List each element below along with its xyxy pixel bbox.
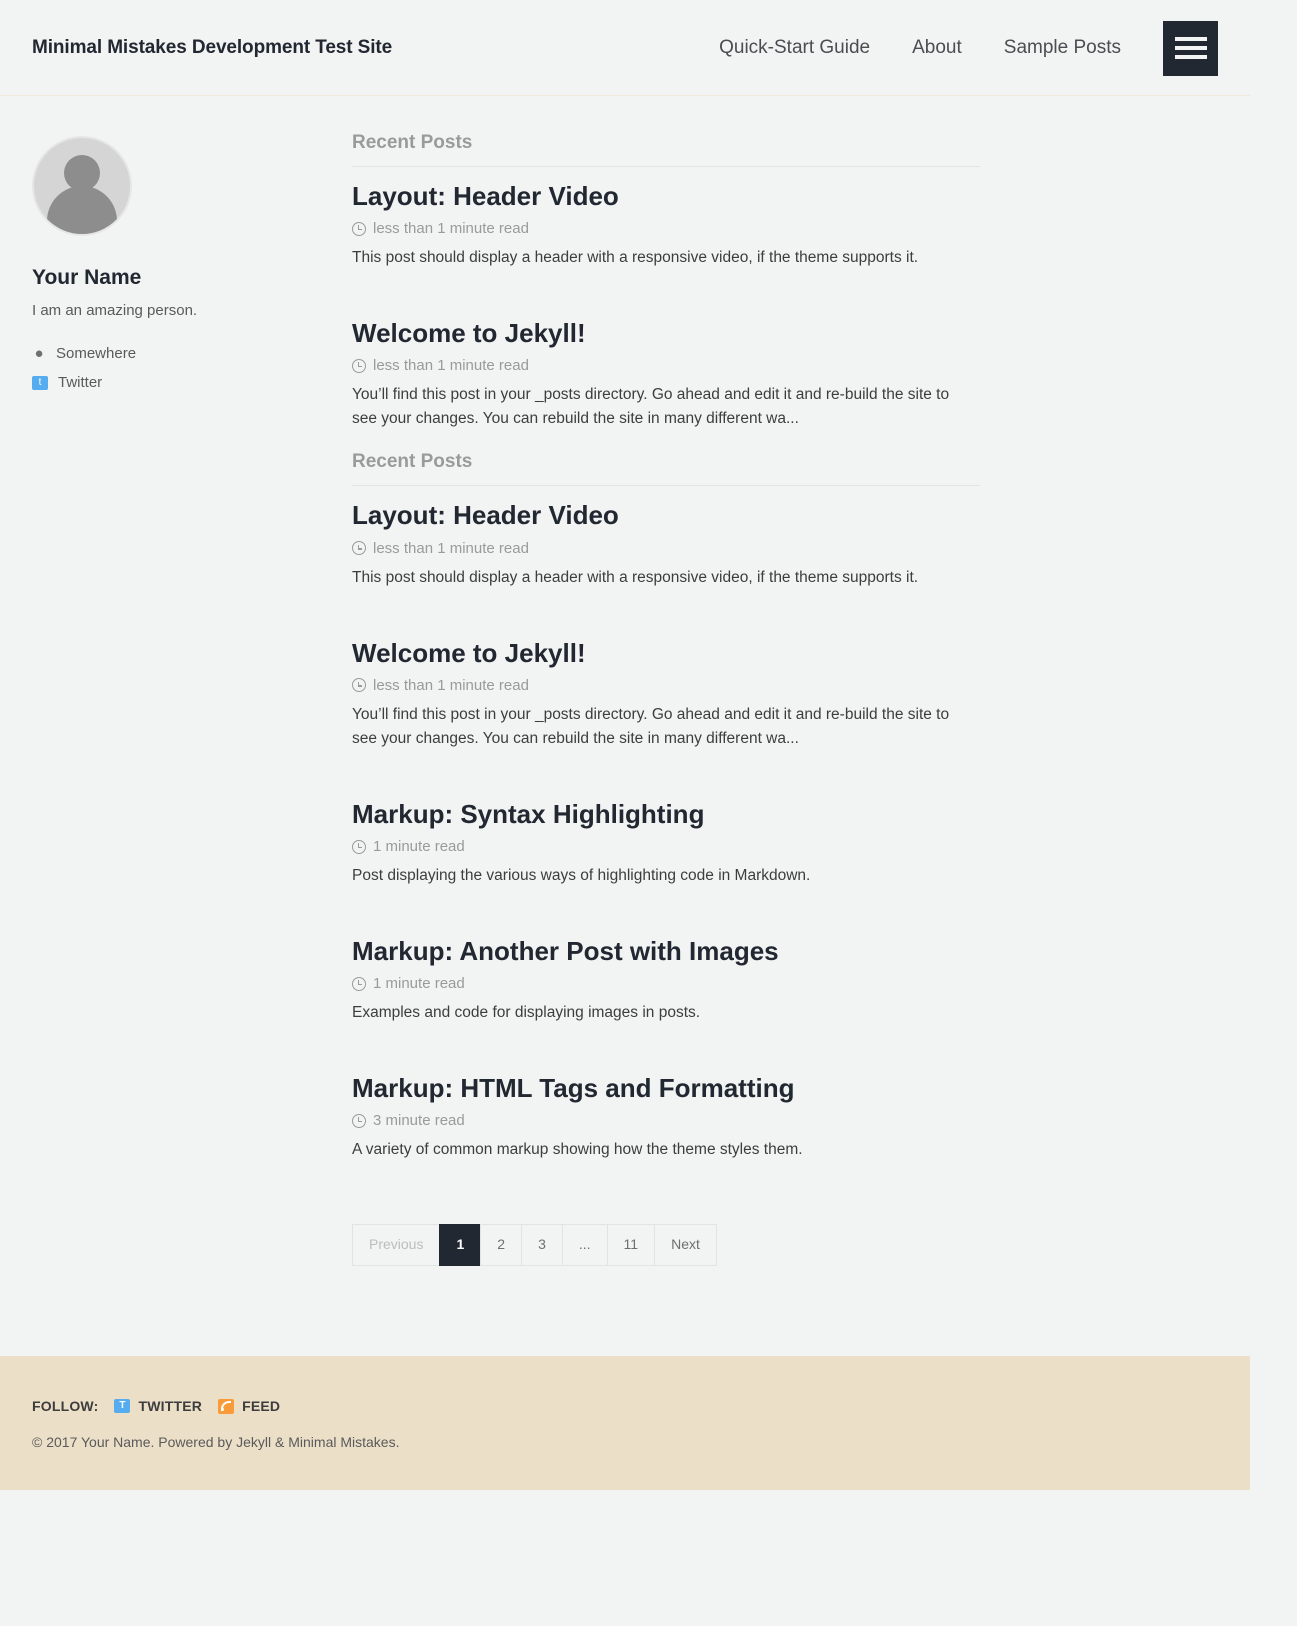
rss-feed-icon	[218, 1399, 234, 1414]
avatar	[32, 136, 132, 236]
author-name: Your Name	[32, 266, 142, 289]
author-location	[32, 345, 320, 362]
archive-heading-recent-posts: Recent Posts	[352, 132, 980, 167]
hamburger-menu-icon[interactable]	[1163, 21, 1218, 76]
post-read-time: less than 1 minute read	[373, 676, 529, 694]
list-item	[352, 638, 980, 751]
list-item	[352, 936, 980, 1025]
site-title[interactable]: Minimal Mistakes Development Test Site	[32, 37, 393, 58]
clock-icon	[352, 977, 366, 991]
clock-icon	[352, 1114, 366, 1128]
post-meta	[352, 838, 980, 855]
list-item	[352, 500, 980, 589]
post-read-time: 1 minute read	[373, 975, 465, 993]
pagination-ellipsis: ...	[562, 1224, 607, 1266]
clock-icon	[352, 541, 366, 555]
list-item	[352, 1073, 980, 1162]
content-area	[0, 96, 1250, 1356]
author-bio: I am an amazing person.	[32, 302, 198, 319]
copyright: © 2017 Your Name. Powered by Jekyll & Minimal Mistakes.	[32, 1434, 400, 1451]
twitter-icon: T	[114, 1399, 130, 1413]
nav-item-sample-posts[interactable]: Sample Posts	[1003, 37, 1121, 58]
pagination	[352, 1224, 980, 1266]
footer-twitter-label: TWITTER	[138, 1398, 203, 1415]
post-title[interactable]: Markup: Syntax Highlighting	[352, 798, 705, 829]
post-read-time: less than 1 minute read	[373, 539, 529, 557]
primary-navigation	[719, 21, 1218, 76]
masthead	[0, 0, 1250, 96]
hamburger-bar	[1175, 55, 1207, 59]
post-meta	[352, 975, 980, 992]
post-meta	[352, 1112, 980, 1129]
post-title[interactable]: Welcome to Jekyll!	[352, 637, 586, 668]
follow-label: FOLLOW:	[32, 1398, 99, 1415]
post-read-time: less than 1 minute read	[373, 357, 529, 375]
list-item	[352, 318, 980, 431]
avatar-body	[47, 186, 117, 236]
post-excerpt: Examples and code for displaying images in posts.	[352, 1004, 701, 1022]
hamburger-bar	[1175, 37, 1207, 41]
post-title[interactable]: Markup: Another Post with Images	[352, 936, 779, 967]
nav-item-quick-start-guide[interactable]: Quick-Start Guide	[719, 37, 871, 58]
post-excerpt: You’ll find this post in your _posts directory. Go ahead and edit it and re-build the site to see your changes. You can rebuild the site in many different wa...	[352, 705, 950, 747]
archive-section-duplicate	[352, 451, 980, 1162]
post-read-time: less than 1 minute read	[373, 220, 529, 238]
clock-icon	[352, 359, 366, 373]
footer-feed-link[interactable]	[218, 1398, 280, 1414]
twitter-icon: t	[32, 376, 48, 390]
pagination-page-3[interactable]: 3	[521, 1224, 562, 1266]
pagination-page-11[interactable]: 11	[607, 1224, 655, 1266]
author-location-label: Somewhere	[56, 345, 137, 362]
post-title[interactable]: Layout: Header Video	[352, 181, 619, 211]
author-twitter[interactable]	[32, 374, 320, 391]
list-item	[352, 799, 980, 888]
author-meta	[32, 345, 320, 391]
nav-item-about[interactable]: About	[912, 37, 962, 58]
post-read-time: 3 minute read	[373, 1112, 465, 1130]
author-sidebar	[32, 132, 320, 403]
post-meta	[352, 540, 980, 557]
pagination-page-1[interactable]: 1	[439, 1224, 480, 1266]
post-excerpt: You’ll find this post in your _posts directory. Go ahead and edit it and re-build the site to see your changes. You can rebuild the site in many different wa...	[352, 386, 950, 428]
post-excerpt: Post displaying the various ways of highlighting code in Markdown.	[352, 867, 811, 885]
page-footer	[0, 1356, 1250, 1490]
post-excerpt: A variety of common markup showing how the theme styles them.	[352, 1141, 803, 1159]
pagination-previous: Previous	[352, 1224, 439, 1266]
post-title[interactable]: Markup: HTML Tags and Formatting	[352, 1073, 795, 1104]
footer-twitter-link[interactable]	[114, 1398, 202, 1414]
author-twitter-label[interactable]: Twitter	[58, 374, 103, 391]
post-title[interactable]: Welcome to Jekyll!	[352, 318, 586, 349]
pagination-page-2[interactable]: 2	[480, 1224, 521, 1266]
map-pin-icon: ●	[34, 345, 44, 362]
clock-icon	[352, 840, 366, 854]
main-archive	[320, 132, 980, 1356]
archive-heading-recent-posts-duplicate: Recent Posts	[352, 451, 980, 486]
clock-icon	[352, 222, 366, 236]
list-item	[352, 181, 980, 270]
post-meta	[352, 357, 980, 374]
footer-feed-label: FEED	[242, 1398, 281, 1415]
pagination-next[interactable]: Next	[654, 1224, 717, 1266]
post-read-time: 1 minute read	[373, 838, 465, 856]
follow-row	[32, 1398, 1218, 1414]
post-meta	[352, 220, 980, 237]
clock-icon	[352, 678, 366, 692]
post-title[interactable]: Layout: Header Video	[352, 500, 619, 531]
post-excerpt: This post should display a header with a responsive video, if the theme supports it.	[352, 568, 919, 586]
hamburger-bar	[1175, 46, 1207, 50]
post-excerpt: This post should display a header with a responsive video, if the theme supports it.	[352, 249, 919, 267]
post-meta	[352, 677, 980, 694]
